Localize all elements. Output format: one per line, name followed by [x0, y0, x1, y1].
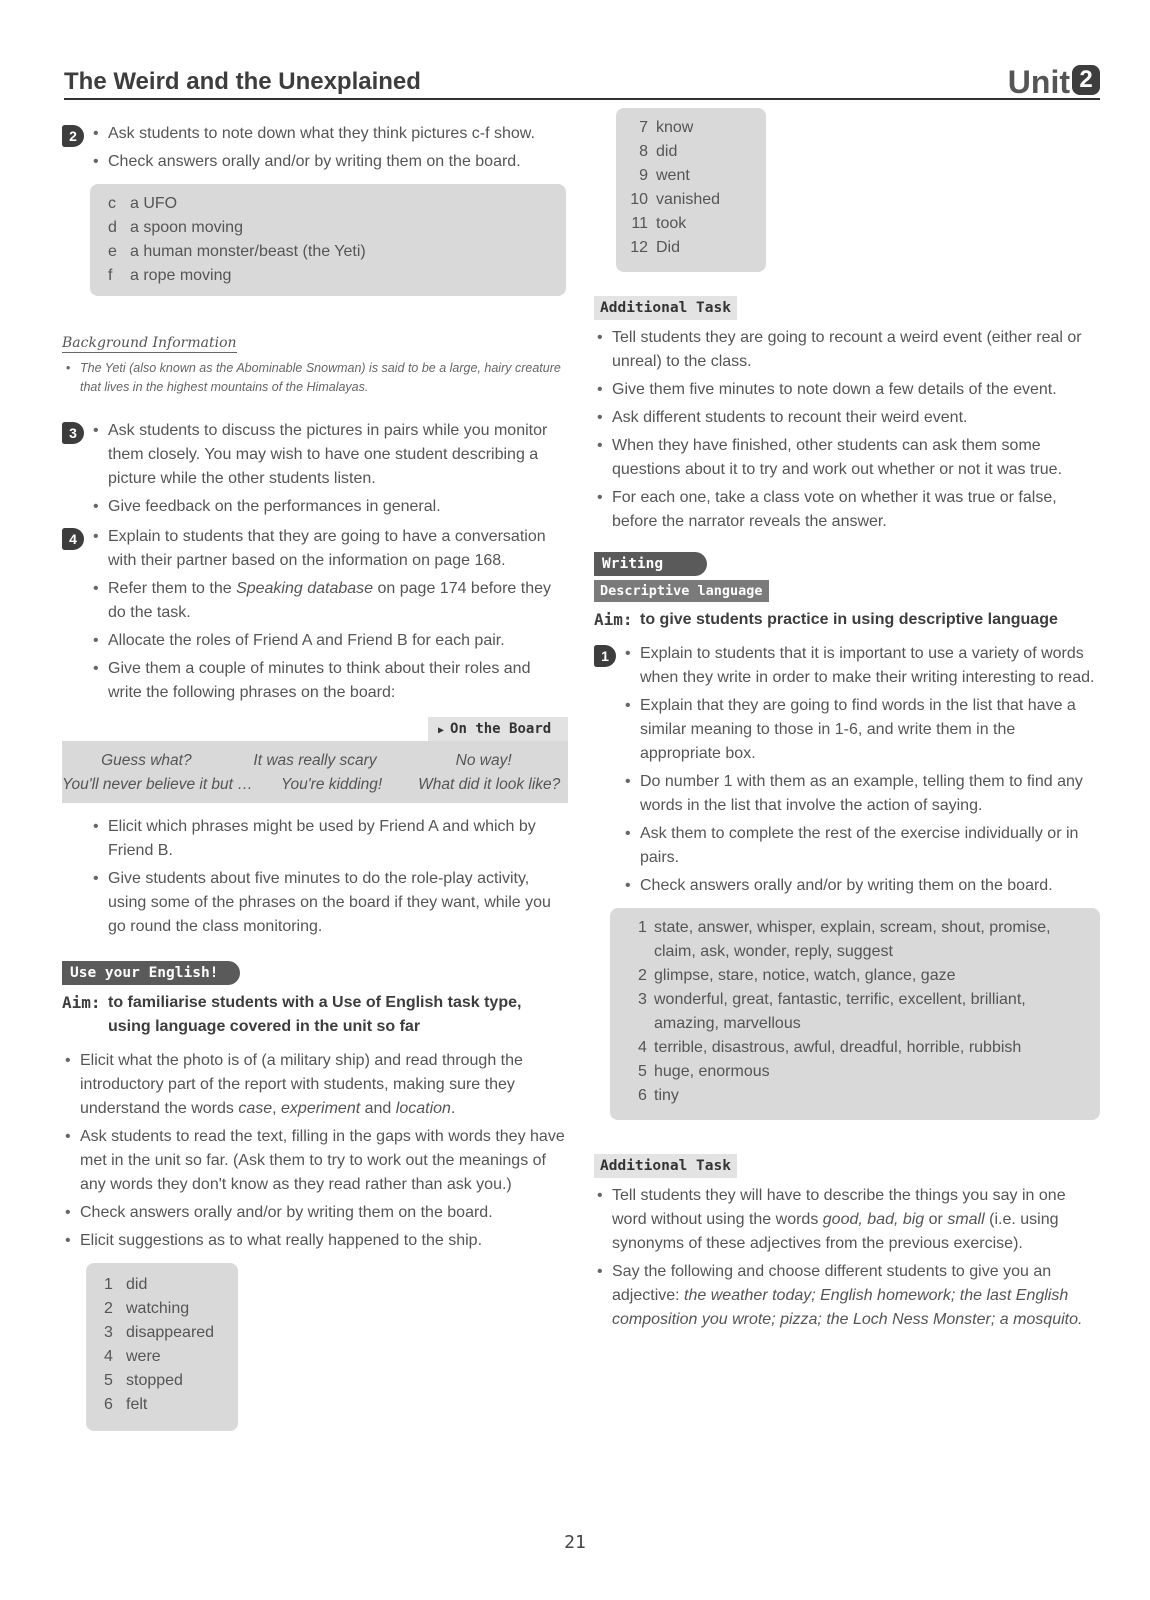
answer-row: e a human monster/beast (the Yeti) — [108, 243, 366, 260]
step-number: 4 — [62, 528, 84, 550]
unit-number-badge: 2 — [1072, 65, 1100, 95]
answer-row: c a UFO — [108, 195, 178, 212]
on-the-board — [62, 717, 568, 803]
instruction-item: • Elicit what the photo is of (a military ship) and read through the introductory part of the report with students, making sure they understand the words case, experiment and location. — [62, 1049, 568, 1121]
instruction-item: • Tell students they are going to recount a weird event (either real or unreal) to the class. — [594, 326, 1100, 374]
writing-step-1 — [594, 642, 1100, 898]
unit-label: Unit — [1007, 64, 1070, 100]
answer-row: 1 state, answer, whisper, explain, scream, shout, promise, claim, ask, wonder, reply, suggest — [638, 919, 1051, 960]
instruction-item: • For each one, take a class vote on whether it was true or false, before the narrator reveals the answer. — [594, 486, 1100, 534]
answer-row: 1 did — [104, 1276, 148, 1293]
phrase: You'll never believe it but … — [62, 776, 253, 793]
phrase: What did it look like? — [418, 776, 561, 793]
step-4 — [62, 525, 568, 705]
instruction-item: • Give feedback on the performances in general. — [90, 495, 568, 519]
answer-row: 3 wonderful, great, fantastic, terrific, excellent, brilliant, amazing, marvellous — [638, 991, 1026, 1032]
page-number: 21 — [564, 1532, 586, 1553]
right-column — [594, 108, 1100, 1336]
on-the-board-phrases — [62, 741, 568, 803]
answer-row: 3 disappeared — [104, 1324, 215, 1341]
step-number: 3 — [62, 422, 84, 444]
answer-row: d a spoon moving — [108, 219, 243, 236]
writing-heading: Writing — [594, 552, 707, 576]
phrase: You're kidding! — [281, 776, 383, 793]
page-header — [64, 62, 1100, 100]
instruction-item: • Tell students they will have to describe the things you say in one word without using the words good, bad, big or small (i.e. using synonyms of these adjectives from the previous exercise). — [594, 1184, 1100, 1256]
answer-row: 9 went — [639, 167, 690, 184]
page-title: The Weird and the Unexplained — [64, 68, 421, 95]
answer-row: 2 glimpse, stare, notice, watch, glance, gaze — [638, 967, 956, 984]
additional-task-1 — [594, 296, 1100, 534]
on-the-board-tab: ▶ On the Board — [428, 717, 568, 741]
instruction-item: • Give them a couple of minutes to think about their roles and write the following phrases on the board: — [90, 657, 568, 705]
phrase: Guess what? — [101, 752, 192, 769]
background-information — [62, 334, 568, 397]
writing-section — [594, 552, 1100, 1120]
use-english-aim: Aim: to familiarise students with a Use of English task type, using language covered in the unit so far — [62, 993, 522, 1035]
instruction-item: • When they have finished, other students can ask them some questions about it to try and work out whether or not it was true. — [594, 434, 1100, 482]
writing-aim: Aim: to give students practice in using descriptive language — [594, 610, 1058, 629]
additional-task-heading: Additional Task — [594, 1154, 737, 1178]
instruction-item: • Check answers orally and/or by writing them on the board. — [90, 150, 568, 174]
answer-box-pictures — [90, 184, 566, 296]
use-your-english-heading: Use your English! — [62, 961, 240, 985]
background-text: • The Yeti (also known as the Abominable Snowman) is said to be a large, hairy creature that lives in the highest mountains of the Himalayas. — [62, 359, 568, 397]
answer-row: 6 tiny — [638, 1087, 679, 1104]
answer-row: 6 felt — [104, 1396, 148, 1413]
instruction-item: • Elicit which phrases might be used by Friend A and which by Friend B. — [90, 815, 568, 863]
instruction-item: • Check answers orally and/or by writing them on the board. — [62, 1201, 568, 1225]
instruction-item: • Ask different students to recount their weird event. — [594, 406, 1100, 430]
answer-row: 11 took — [631, 215, 687, 232]
instruction-item: • Ask them to complete the rest of the exercise individually or in pairs. — [622, 822, 1100, 870]
answer-row: 7 know — [639, 119, 694, 136]
step-2-instructions — [90, 122, 568, 174]
answer-row: 12 Did — [630, 239, 681, 256]
instruction-item: • Do number 1 with them as an example, telling them to find any words in the list that involve the action of saying. — [622, 770, 1100, 818]
answer-box-use-english — [86, 1263, 238, 1431]
play-icon: ▶ — [438, 725, 445, 736]
descriptive-language-heading: Descriptive language — [594, 580, 769, 602]
instruction-item: • Allocate the roles of Friend A and Friend B for each pair. — [90, 629, 568, 653]
answer-row: 2 watching — [104, 1300, 190, 1317]
instruction-item: • Ask students to note down what they think pictures c-f show. — [90, 122, 568, 146]
answer-box-use-english-continued — [616, 108, 766, 272]
step-3 — [62, 419, 568, 519]
instruction-item: • Give students about five minutes to do the role-play activity, using some of the phrases on the board if they want, while you go round the class monitoring. — [90, 867, 568, 939]
answer-row: 5 stopped — [104, 1372, 183, 1389]
step-2 — [62, 122, 568, 174]
step-number: 1 — [594, 645, 616, 667]
instruction-item: • Ask students to discuss the pictures in pairs while you monitor them closely. You may wish to have one student describing a picture while the other students listen. — [90, 419, 568, 491]
phrase: No way! — [455, 752, 512, 769]
use-your-english-section — [62, 961, 568, 1431]
answer-row: 4 terrible, disastrous, awful, dreadful, horrible, rubbish — [638, 1039, 1022, 1056]
instruction-item: • Give them five minutes to note down a few details of the event. — [594, 378, 1100, 402]
additional-task-heading: Additional Task — [594, 296, 737, 320]
instruction-item: • Say the following and choose different students to give you an adjective: the weather today; English homework; the last English composition you wrote; pizza; the Loch Ness Monster; a mosquito. — [594, 1260, 1100, 1332]
instruction-item: • Elicit suggestions as to what really happened to the ship. — [62, 1229, 568, 1253]
instruction-item: • Explain that they are going to find words in the list that have a similar meaning to those in 1-6, and write them in the appropriate box. — [622, 694, 1100, 766]
answer-row: 5 huge, enormous — [638, 1063, 770, 1080]
instruction-item: • Explain to students that it is important to use a variety of words when they write in order to make their writing interesting to read. — [622, 642, 1100, 690]
answer-box-writing — [610, 908, 1100, 1120]
instruction-item: • Explain to students that they are going to have a conversation with their partner based on the information on page 168. — [90, 525, 568, 573]
after-board-instructions — [90, 815, 568, 939]
left-column — [62, 122, 568, 1431]
answer-row: 4 were — [104, 1348, 161, 1365]
background-title: Background Information — [62, 335, 237, 351]
answer-row: 10 vanished — [630, 191, 721, 208]
instruction-item: • Ask students to read the text, filling in the gaps with words they have met in the unit so far. (Ask them to try to work out the meanings of any words they don't know as they read rather than ask you.) — [62, 1125, 568, 1197]
instruction-item: • Refer them to the Speaking database on page 174 before they do the task. — [90, 577, 568, 625]
answer-row: f a rope moving — [108, 267, 232, 284]
answer-row: 8 did — [639, 143, 678, 160]
step-number: 2 — [62, 125, 84, 147]
phrase: It was really scary — [253, 752, 377, 769]
instruction-item: • Check answers orally and/or by writing them on the board. — [622, 874, 1100, 898]
additional-task-2 — [594, 1154, 1100, 1332]
